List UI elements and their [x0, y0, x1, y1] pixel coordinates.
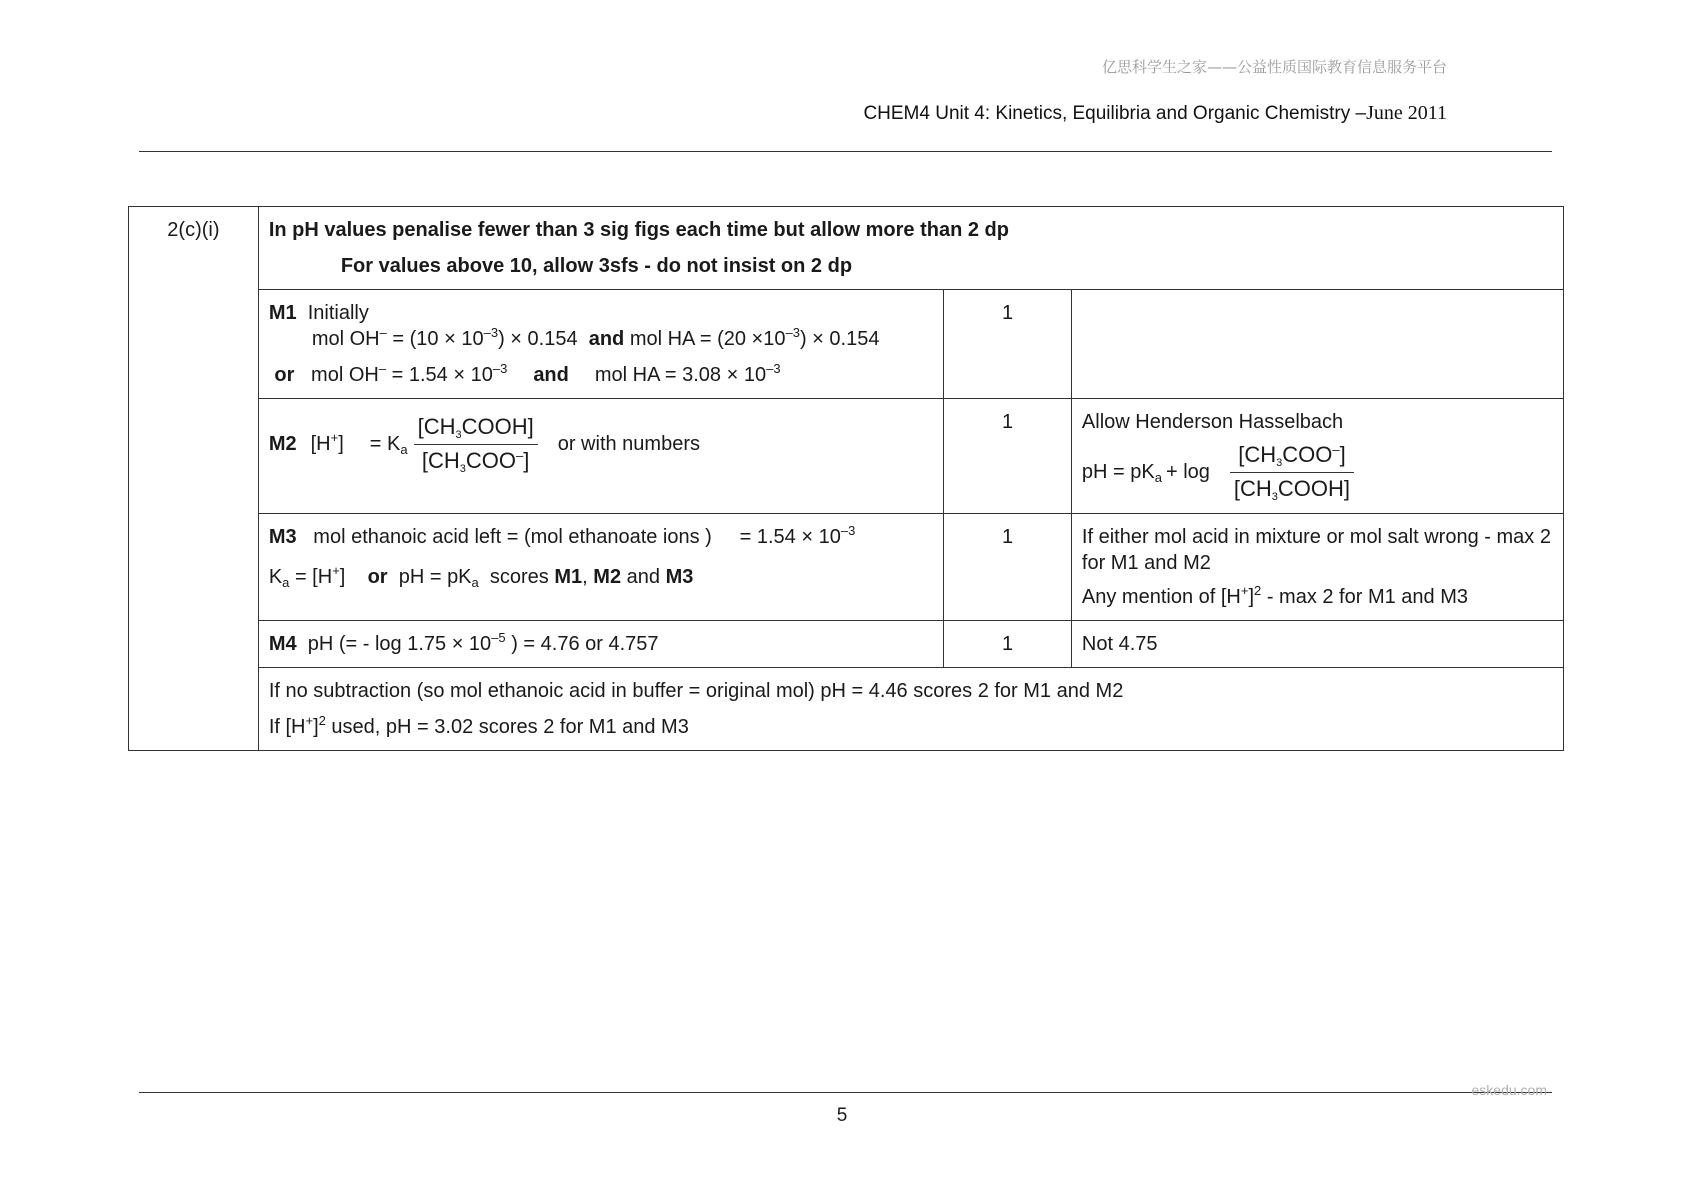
- m2-denominator: [414, 445, 538, 476]
- m1-initially: Initially: [307, 302, 369, 324]
- mark-scheme-table: [128, 206, 1564, 751]
- m1-text: mol OH: [311, 328, 380, 350]
- m1-sup: –3: [766, 361, 781, 376]
- m2-or-numbers: or with numbers: [557, 433, 700, 456]
- m1-and: and: [533, 364, 569, 386]
- m3-row: [129, 514, 1564, 621]
- m1-or: or: [274, 364, 295, 386]
- m3-ref: M2: [593, 566, 622, 589]
- m2-mark: 1: [944, 399, 1072, 514]
- m2-fraction: [414, 413, 538, 475]
- m1-text: mol HA = 3.08 × 10: [594, 364, 767, 386]
- m2-text: pH = pK: [1081, 461, 1155, 484]
- m3-text: ]: [1248, 586, 1255, 609]
- m2-answer: [258, 399, 943, 514]
- intro-row: [129, 207, 1564, 290]
- m2-guidance-line: Allow Henderson Hasselbach: [1081, 411, 1344, 433]
- m2-sup: –: [516, 447, 524, 463]
- m2-text: [CH: [421, 447, 460, 473]
- m2-text: [H: [310, 433, 331, 456]
- m2-numerator: [414, 413, 538, 445]
- m1-sup: –3: [785, 325, 800, 340]
- m4-mark: 1: [944, 621, 1072, 668]
- m2-guidance-fraction: [1230, 441, 1354, 503]
- m3-text: and: [626, 566, 661, 589]
- page-number: 5: [836, 1105, 848, 1126]
- m3-ref: M1: [554, 566, 583, 589]
- m4-guidance: Not 4.75: [1071, 621, 1563, 668]
- m2-text: = K: [369, 433, 401, 456]
- footer-rule: [139, 1092, 1552, 1093]
- intro-cell: [258, 207, 1563, 290]
- m1-sup: –: [379, 325, 387, 340]
- m2-sub: 3: [1271, 490, 1278, 503]
- m2-guidance-numerator: [1230, 441, 1354, 473]
- m1-and: and: [588, 328, 625, 350]
- m2-guidance-log: + log: [1165, 461, 1210, 484]
- m2-sub: 3: [1276, 457, 1283, 469]
- m3-label: M3: [268, 526, 297, 549]
- m3-text: ]: [339, 566, 346, 589]
- m2-text: COO: [465, 447, 517, 473]
- m2-sup: +: [330, 430, 339, 446]
- m3-sup: –3: [840, 523, 856, 539]
- m3-text: - max 2 for M1 and M3: [1261, 586, 1469, 609]
- m2-guidance-ph: [1082, 459, 1162, 485]
- m2-guidance: [1071, 399, 1563, 514]
- m1-guidance: [1071, 290, 1563, 399]
- m3-ref: M3: [665, 566, 694, 589]
- m3-sup: 2: [1254, 583, 1262, 599]
- m2-text: COO: [1282, 442, 1333, 467]
- notes-text: If [H: [268, 716, 306, 739]
- m3-text: ,: [582, 566, 588, 589]
- notes-sup: 2: [318, 713, 326, 729]
- m1-text: mol HA = (20 ×10: [624, 328, 786, 350]
- m2-h-expr: [311, 431, 344, 457]
- m1-answer: [258, 290, 943, 399]
- m2-row: [129, 399, 1564, 514]
- m2-ka: [370, 431, 408, 457]
- m2-guidance-denominator: [1230, 473, 1354, 504]
- notes-line-1: If no subtraction (so mol ethanoic acid in buffer = original mol) pH = 4.46 scores 2 for M1 and M2: [268, 680, 1124, 703]
- footer-watermark: eskedu.com: [1471, 1082, 1547, 1098]
- m4-text: pH (= - log 1.75 × 10: [307, 633, 492, 656]
- m3-or: or: [367, 566, 388, 589]
- m3-mark: 1: [944, 514, 1072, 621]
- m3-text: = [H: [289, 566, 333, 589]
- m3-text: Any mention of [H: [1081, 586, 1241, 609]
- m4-text: ) = 4.76 or 4.757: [511, 633, 659, 656]
- m2-text: ]: [338, 433, 344, 456]
- notes-text: used, pH = 3.02 scores 2 for M1 and M3: [325, 716, 689, 739]
- m4-label: M4: [268, 633, 297, 656]
- m1-sup: –: [378, 361, 387, 376]
- m2-label: M2: [268, 433, 297, 456]
- m1-label: M1: [268, 302, 297, 324]
- question-number: 2(c)(i): [129, 207, 259, 751]
- m1-text: ) × 0.154: [799, 328, 880, 350]
- m3-guidance-line: If either mol acid in mixture or mol salt wrong - max 2 for M1 and M2: [1081, 526, 1551, 575]
- m2-text: [CH: [1233, 475, 1272, 501]
- notes-sup: +: [305, 713, 314, 729]
- m2-sub: a: [1154, 470, 1162, 486]
- m4-row: [129, 621, 1564, 668]
- m1-text: mol OH: [311, 364, 379, 386]
- intro-line-2: For values above 10, allow 3sfs - do not insist on 2 dp: [340, 255, 853, 277]
- m3-text: mol ethanoic acid left = (mol ethanoate ions ): [313, 526, 712, 549]
- m1-mark: 1: [944, 290, 1072, 399]
- m2-text: COOH]: [461, 414, 534, 439]
- m2-text: ]: [523, 447, 530, 473]
- notes-row: [129, 668, 1564, 751]
- m2-text: [CH: [1238, 442, 1277, 467]
- m2-text: [CH: [417, 414, 456, 439]
- m2-sub: a: [400, 442, 408, 458]
- header-title: [863, 102, 1447, 125]
- notes-cell: [258, 668, 1563, 751]
- m1-sup: –3: [492, 361, 508, 376]
- m3-sub: a: [282, 575, 290, 591]
- m1-row: [129, 290, 1564, 399]
- m3-text: K: [268, 566, 283, 589]
- m3-text: scores: [489, 566, 549, 589]
- m3-sup: +: [332, 563, 340, 579]
- m3-sub: a: [471, 575, 479, 591]
- m1-sup: –3: [483, 325, 499, 340]
- m3-text: pH = pK: [398, 566, 472, 589]
- m2-sup: –: [1332, 442, 1340, 457]
- m3-answer: [258, 514, 943, 621]
- header-watermark: 亿思科学生之家——公益性质国际教育信息服务平台: [1101, 58, 1447, 76]
- m1-text: ) × 0.154: [498, 328, 578, 350]
- m2-sub: 3: [459, 462, 466, 475]
- m2-text: ]: [1339, 442, 1346, 467]
- m4-answer: [258, 621, 943, 668]
- header-rule: [139, 151, 1552, 152]
- notes-text: ]: [313, 716, 319, 739]
- m1-text: = 1.54 × 10: [386, 364, 493, 386]
- m3-guidance: [1071, 514, 1563, 621]
- header-date: June 2011: [1366, 102, 1447, 124]
- m2-text: COOH]: [1277, 475, 1351, 501]
- intro-line-1: In pH values penalise fewer than 3 sig figs each time but allow more than 2 dp: [268, 219, 1009, 241]
- header-title-text: CHEM4 Unit 4: Kinetics, Equilibria and Organic Chemistry –: [863, 103, 1367, 124]
- m1-text: = (10 × 10: [386, 328, 484, 350]
- m4-sup: –5: [491, 630, 506, 646]
- m2-sub: 3: [455, 429, 462, 441]
- m3-text: = 1.54 × 10: [739, 526, 841, 549]
- m3-sup: +: [1240, 583, 1249, 599]
